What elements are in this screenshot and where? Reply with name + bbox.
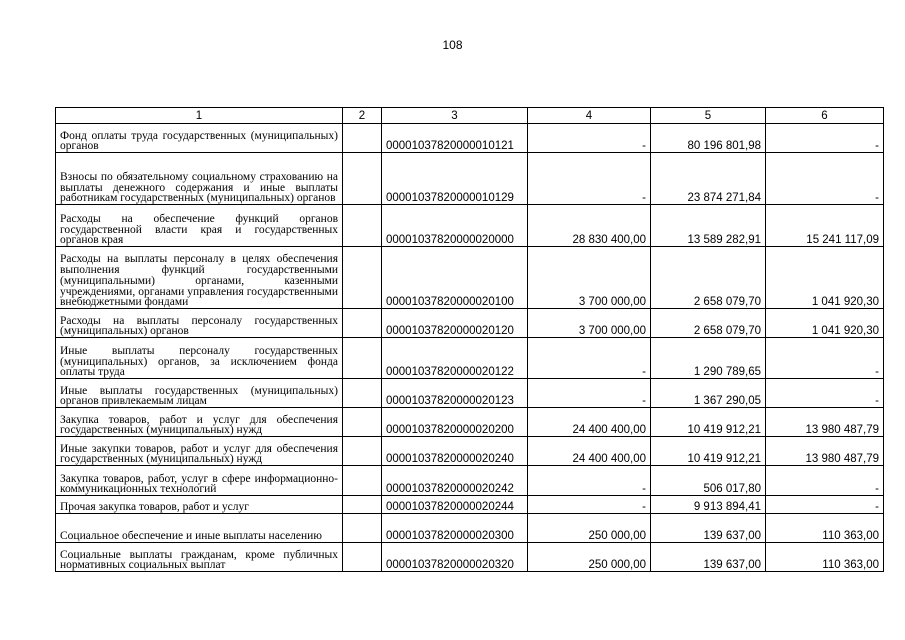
row-value-4: 24 400 400,00 [528, 408, 651, 437]
row-col2 [343, 205, 382, 247]
row-code: 00001037820000020123 [382, 379, 528, 408]
row-value-4: 3 700 000,00 [528, 309, 651, 338]
row-value-6: - [766, 124, 884, 153]
row-value-5: 80 196 801,98 [651, 124, 766, 153]
row-value-4: - [528, 496, 651, 514]
row-name: Расходы на выплаты персоналу государственных (муниципальных) органов [56, 309, 343, 338]
row-value-6: 110 363,00 [766, 514, 884, 543]
table-row [56, 466, 884, 496]
table-row [56, 309, 884, 338]
row-value-6: 1 041 920,30 [766, 309, 884, 338]
row-value-6: - [766, 466, 884, 496]
table-row [56, 247, 884, 309]
row-value-4: - [528, 153, 651, 205]
row-code: 00001037820000020200 [382, 408, 528, 437]
row-value-6: - [766, 153, 884, 205]
row-name: Расходы на обеспечение функций органов государственной власти края и государственных органов края [56, 205, 343, 247]
row-value-5: 9 913 894,41 [651, 496, 766, 514]
row-value-6: - [766, 379, 884, 408]
row-code: 00001037820000020122 [382, 338, 528, 379]
row-name: Взносы по обязательному социальному страхованию на выплаты денежного содержания и иные выплаты работникам государственных (муниципальных) органов [56, 153, 343, 205]
table-row [56, 543, 884, 572]
header-cell: 4 [528, 108, 651, 124]
row-code: 00001037820000020100 [382, 247, 528, 309]
table-row [56, 514, 884, 543]
table-row [56, 408, 884, 437]
row-code: 00001037820000010129 [382, 153, 528, 205]
table-row [56, 437, 884, 466]
row-value-5: 1 367 290,05 [651, 379, 766, 408]
row-col2 [343, 309, 382, 338]
row-value-4: - [528, 124, 651, 153]
row-value-5: 13 589 282,91 [651, 205, 766, 247]
row-col2 [343, 247, 382, 309]
row-value-4: - [528, 379, 651, 408]
row-value-5: 506 017,80 [651, 466, 766, 496]
row-value-5: 10 419 912,21 [651, 437, 766, 466]
header-cell: 6 [766, 108, 884, 124]
row-name: Закупка товаров, работ, услуг в сфере информационно-коммуникационных технологий [56, 466, 343, 496]
row-value-6: - [766, 338, 884, 379]
table-row [56, 496, 884, 514]
row-value-4: 250 000,00 [528, 514, 651, 543]
page-number: 108 [442, 38, 463, 52]
row-name: Социальные выплаты гражданам, кроме публичных нормативных социальных выплат [56, 543, 343, 572]
table-row [56, 124, 884, 153]
header-cell: 3 [382, 108, 528, 124]
row-value-4: 250 000,00 [528, 543, 651, 572]
row-name: Иные закупки товаров, работ и услуг для обеспечения государственных (муниципальных) нужд [56, 437, 343, 466]
row-col2 [343, 124, 382, 153]
row-code: 00001037820000020244 [382, 496, 528, 514]
row-name: Фонд оплаты труда государственных (муниципальных) органов [56, 124, 343, 153]
header-row [56, 108, 884, 124]
row-col2 [343, 338, 382, 379]
row-name: Иные выплаты персоналу государственных (муниципальных) органов, за исключением фонда оплаты труда [56, 338, 343, 379]
row-value-6: 13 980 487,79 [766, 408, 884, 437]
row-code: 00001037820000020000 [382, 205, 528, 247]
row-name: Расходы на выплаты персоналу в целях обеспечения выполнения функций государственными (муниципальными) органами, казенными учреждениями, органами управления государственными внебюджетными фондами [56, 247, 343, 309]
table-row [56, 205, 884, 247]
table-row [56, 338, 884, 379]
row-value-4: - [528, 466, 651, 496]
header-cell: 2 [343, 108, 382, 124]
header-cell: 5 [651, 108, 766, 124]
row-value-5: 139 637,00 [651, 514, 766, 543]
row-value-6: - [766, 496, 884, 514]
row-code: 00001037820000020320 [382, 543, 528, 572]
row-code: 00001037820000020242 [382, 466, 528, 496]
row-value-6: 13 980 487,79 [766, 437, 884, 466]
row-value-6: 1 041 920,30 [766, 247, 884, 309]
row-value-4: 3 700 000,00 [528, 247, 651, 309]
row-value-6: 110 363,00 [766, 543, 884, 572]
row-col2 [343, 408, 382, 437]
row-col2 [343, 379, 382, 408]
row-value-5: 139 637,00 [651, 543, 766, 572]
table-row [56, 379, 884, 408]
row-col2 [343, 437, 382, 466]
row-code: 00001037820000020240 [382, 437, 528, 466]
row-col2 [343, 543, 382, 572]
row-name: Прочая закупка товаров, работ и услуг [56, 496, 343, 514]
table-row [56, 153, 884, 205]
row-col2 [343, 466, 382, 496]
budget-table [55, 107, 884, 572]
row-code: 00001037820000010121 [382, 124, 528, 153]
row-value-5: 2 658 079,70 [651, 309, 766, 338]
row-value-4: 28 830 400,00 [528, 205, 651, 247]
row-name: Закупка товаров, работ и услуг для обеспечения государственных (муниципальных) нужд [56, 408, 343, 437]
row-col2 [343, 153, 382, 205]
row-value-5: 10 419 912,21 [651, 408, 766, 437]
row-code: 00001037820000020300 [382, 514, 528, 543]
row-col2 [343, 514, 382, 543]
row-name: Социальное обеспечение и иные выплаты населению [56, 514, 343, 543]
row-value-5: 23 874 271,84 [651, 153, 766, 205]
header-cell: 1 [56, 108, 343, 124]
row-value-5: 1 290 789,65 [651, 338, 766, 379]
row-value-5: 2 658 079,70 [651, 247, 766, 309]
row-col2 [343, 496, 382, 514]
row-value-4: - [528, 338, 651, 379]
row-code: 00001037820000020120 [382, 309, 528, 338]
row-name: Иные выплаты государственных (муниципальных) органов привлекаемым лицам [56, 379, 343, 408]
row-value-4: 24 400 400,00 [528, 437, 651, 466]
row-value-6: 15 241 117,09 [766, 205, 884, 247]
